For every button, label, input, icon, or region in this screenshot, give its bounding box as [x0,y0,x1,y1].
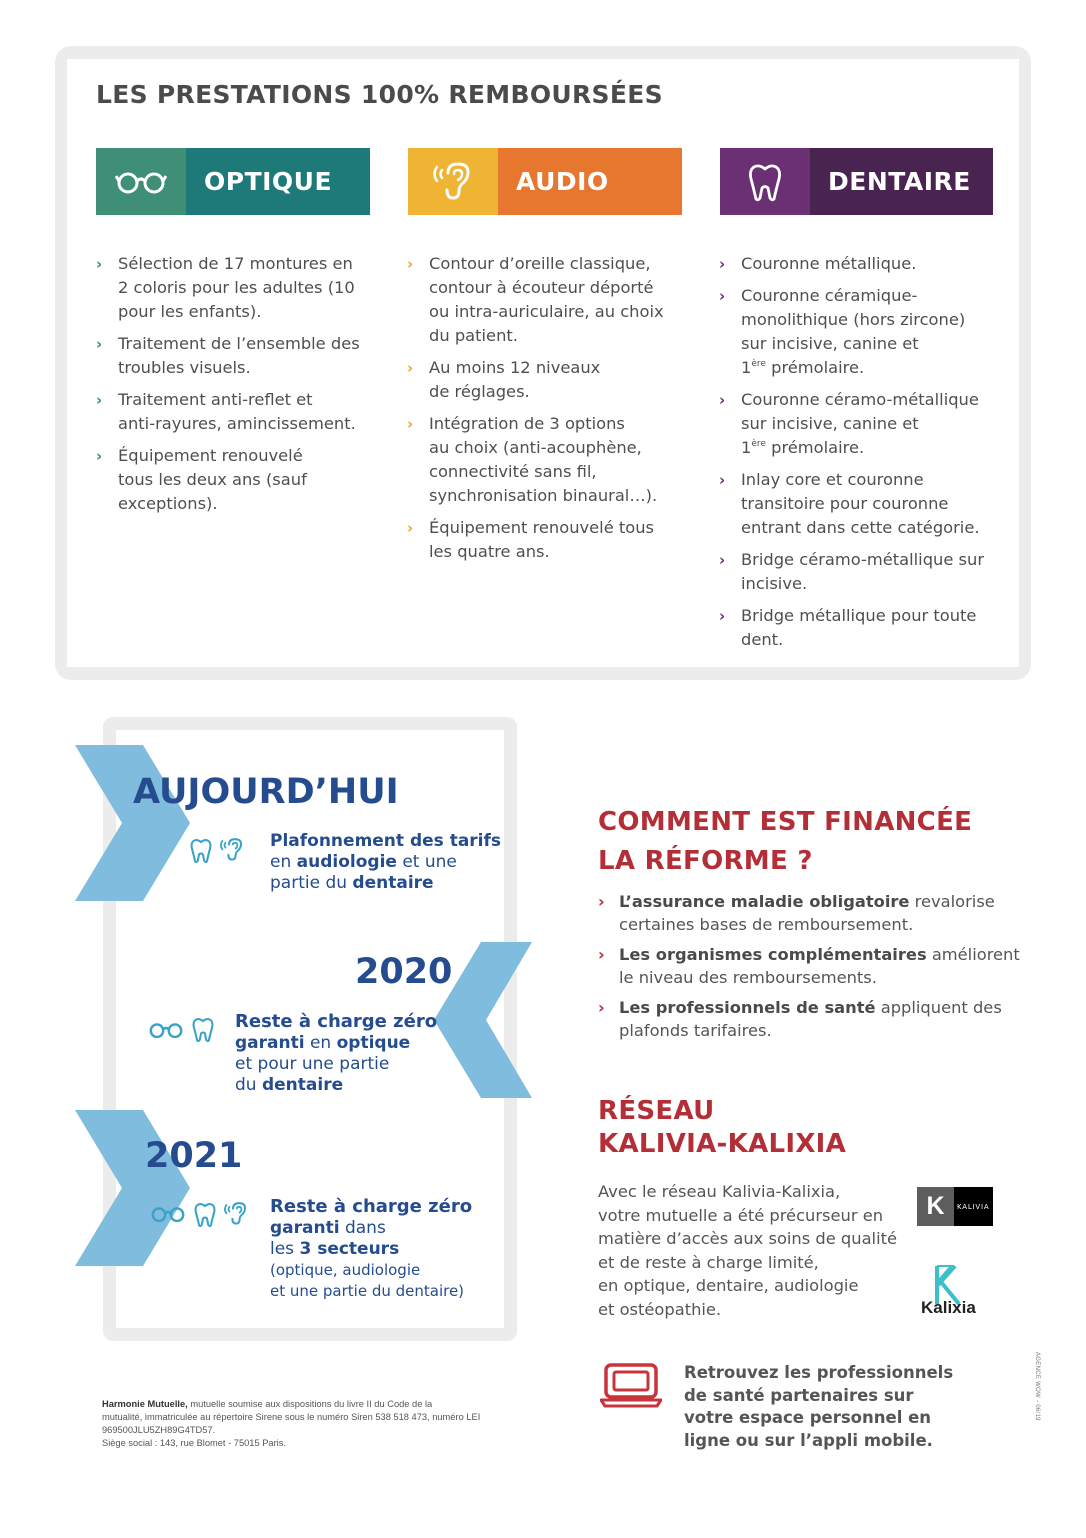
list-item: › Bridge métallique pour toute dent. [719,606,977,649]
timeline-year-2021: 2021 [145,1136,243,1176]
timeline-text-2020: Reste à charge zéro garanti en optique et pour une partie du dentaire [235,1011,438,1095]
list-item: › Sélection de 17 montures en 2 coloris pour les adultes (10 pour les enfants). [96,254,355,321]
reseau-text: Avec le réseau Kalivia-Kalixia, votre mutuelle a été précurseur en matière d’accès aux soins de qualité et de reste à charge limité, en optique, dentaire, audiologie et ostéopathie. [598,1182,898,1319]
reseau-title: RÉSEAU KALIVIA-KALIXIA [598,1096,847,1159]
list-item: › Équipement renouvelé tous les deux ans (sauf exceptions). [96,446,307,513]
tooth-icon [192,1016,214,1043]
optique-header [96,148,370,215]
glasses-icon [150,1205,186,1223]
ear-icon [224,1200,248,1228]
glasses-icon [96,148,186,215]
kalixia-name: Kalixia [921,1298,976,1317]
audio-label: AUDIO [498,148,682,215]
kalivia-logo: K KALIVIA [917,1187,993,1226]
list-item: › Inlay core et couronne transitoire pour couronne entrant dans cette catégorie. [719,470,980,537]
timeline-icons [148,1016,214,1043]
list-item: › Les professionnels de santé appliquent des plafonds tarifaires. [598,998,1002,1040]
list-item: › Couronne métallique. [719,254,917,273]
list-item: › Les organismes complémentaires améliorent le niveau des remboursements. [598,945,1020,987]
tooth-icon [190,837,212,864]
list-item: › Équipement renouvelé tous les quatre ans. [407,518,655,561]
ear-icon [408,148,498,215]
list-item: › Au moins 12 niveaux de réglages. [407,358,601,401]
dentaire-header [720,148,993,215]
timeline-year-today: AUJOURD’HUI [133,772,399,812]
retrouvez-text: Retrouvez les professionnels de santé partenaires sur votre espace personnel en ligne ou sur l’appli mobile. [684,1363,954,1450]
chevron-right-icon [75,1110,190,1266]
optique-list [96,252,386,524]
timeline-icons [150,1200,248,1228]
list-item: › Contour d’oreille classique, contour à écouteur déporté ou intra-auriculaire, au choix du patient. [407,254,664,345]
prestations-title: LES PRESTATIONS 100% REMBOURSÉES [96,80,663,109]
timeline-year-2020: 2020 [355,952,453,992]
list-item: › Bridge céramo-métallique sur incisive. [719,550,985,593]
legal-notice: Harmonie Mutuelle, mutuelle soumise aux dispositions du livre II du Code de la mutualité, immatriculée au répertoire Sirene sous le numéro Siren 538 518 473, numéro LEI 969500JLU5ZH89G4TD57. Siège social : 143, rue Blomet - 75015 Paris. [102,1399,481,1448]
financement-list [598,890,1023,1049]
agency-credit: AGENCE WOW - 06/19 [1034,1352,1040,1421]
ear-icon [220,836,244,864]
optique-label: OPTIQUE [186,148,370,215]
timeline-text-today: Plafonnement des tarifs en audiologie et une partie du dentaire [270,831,502,893]
audio-header [408,148,682,215]
tooth-icon [194,1201,216,1228]
dentaire-list [719,252,1019,660]
list-item: › Couronne céramique- monolithique (hors zircone) sur incisive, canine et 1ère prémolaire. [719,286,966,377]
list-item: › Intégration de 3 options au choix (anti-acouphène, connectivité sans fil, synchronisation binaural…). [407,414,658,505]
list-item: › Couronne céramo-métallique sur incisive, canine et 1ère prémolaire. [719,390,979,457]
chevron-right-icon [75,745,190,901]
dentaire-label: DENTAIRE [810,148,993,215]
audio-list [407,252,697,572]
tooth-icon [720,148,810,215]
laptop-icon [600,1362,662,1408]
financement-title: COMMENT EST FINANCÉE LA RÉFORME ? [598,807,973,876]
glasses-icon [148,1021,184,1039]
list-item: › Traitement de l’ensemble des troubles visuels. [96,334,360,377]
timeline-text-2021: Reste à charge zéro garanti dans les 3 secteurs (optique, audiologie et une partie du dentaire) [270,1196,473,1300]
list-item: › L’assurance maladie obligatoire revalorise certaines bases de remboursement. [598,892,995,934]
list-item: › Traitement anti-reflet et anti-rayures, amincissement. [96,390,356,433]
timeline-icons [190,836,244,864]
